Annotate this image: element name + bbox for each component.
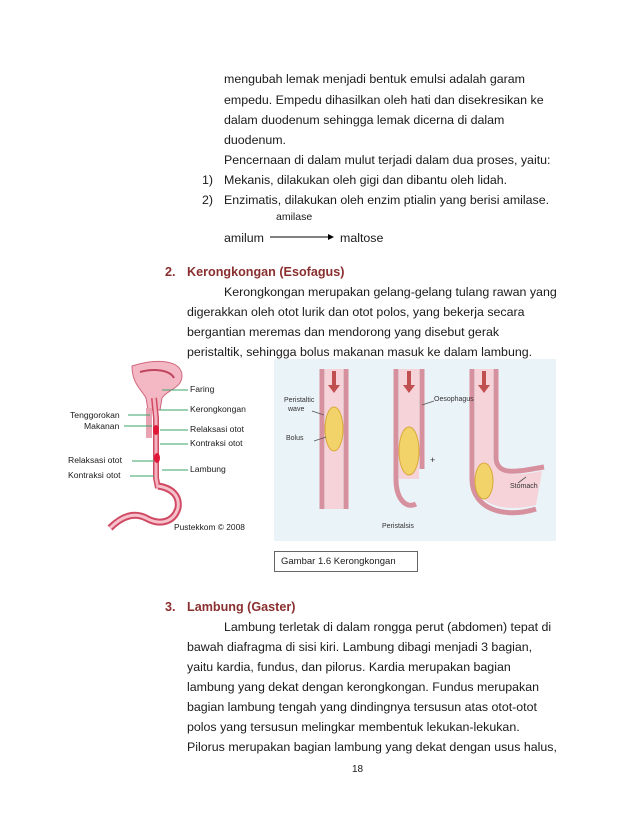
reaction-product: maltose: [340, 231, 384, 245]
intro-line-5: Pencernaan di dalam mulut terjadi dalam dua proses, yaitu:: [224, 153, 551, 167]
list-text-1: Mekanis, dilakukan oleh gigi dan dibantu oleh lidah.: [224, 173, 508, 187]
section-3-line-6: polos yang tersusun melingkar membentuk lekukan-lekukan.: [187, 720, 520, 734]
figure-digestive-tract: [62, 358, 272, 538]
figure-peristalsis: [274, 359, 556, 541]
label-kontraksi-left: Kontraksi otot: [68, 470, 121, 480]
label-stomach: Stomach: [510, 483, 538, 490]
label-bolus: Bolus: [286, 435, 304, 442]
label-relaksasi-right: Relaksasi otot: [190, 424, 244, 434]
section-2-number: 2.: [165, 265, 176, 279]
section-3-line-1: Lambung terletak di dalam rongga perut (abdomen) tepat di: [224, 620, 552, 634]
section-3-title: Lambung (Gaster): [187, 600, 296, 614]
label-lambung: Lambung: [190, 464, 226, 474]
reaction-substrate: amilum: [224, 231, 264, 245]
digestive-tract-drawing: [62, 358, 272, 538]
section-3-line-7: Pilorus merupakan bagian lambung yang dekat dengan usus halus,: [187, 740, 557, 754]
intro-line-3: dalam duodenum sehingga lemak dicerna di dalam: [224, 113, 505, 127]
reaction-enzyme: amilase: [276, 211, 313, 223]
section-3-line-4: lambung yang dekat dengan kerongkongan. Fundus merupakan: [187, 680, 540, 694]
figure-credit: Pustekkom © 2008: [174, 522, 245, 532]
label-peristaltic: Peristaltic: [284, 397, 315, 404]
label-peristalsis: Peristalsis: [382, 523, 414, 530]
list-text-2: Enzimatis, dilakukan oleh enzim ptialin yang berisi amilase.: [224, 193, 550, 207]
label-relaksasi-left: Relaksasi otot: [68, 455, 122, 465]
label-faring: Faring: [190, 384, 215, 394]
intro-line-2: empedu. Empedu dihasilkan oleh hati dan disekresikan ke: [224, 93, 544, 107]
peristalsis-drawing: [274, 359, 556, 541]
section-2-line-3: bergantian meremas dan mendorong yang disebut gerak: [187, 325, 500, 339]
page-number: 18: [352, 764, 364, 775]
label-oesophagus: Oesophagus: [434, 396, 474, 403]
label-tenggorokan: Tenggorokan: [70, 410, 120, 420]
label-plus: +: [430, 455, 436, 465]
label-makanan: Makanan: [84, 421, 120, 431]
figure-caption: Gambar 1.6 Kerongkongan: [274, 551, 418, 572]
section-2-line-1: Kerongkongan merupakan gelang-gelang tulang rawan yang: [224, 285, 557, 299]
label-kerongkongan: Kerongkongan: [190, 404, 246, 414]
intro-line-4: duodenum.: [224, 133, 287, 147]
section-2-title: Kerongkongan (Esofagus): [187, 265, 345, 279]
section-3-line-5: bagian lambung tengah yang dindingnya tersusun atas otot-otot: [187, 700, 537, 714]
section-2-line-4: peristaltik, sehingga bolus makanan masuk ke dalam lambung.: [187, 345, 533, 359]
label-kontraksi-right: Kontraksi otot: [190, 438, 243, 448]
list-num-1: 1): [202, 173, 214, 187]
reaction-arrow: [268, 231, 336, 243]
label-wave: wave: [288, 406, 305, 413]
section-3-line-2: bawah diafragma di sisi kiri. Lambung dibagi menjadi 3 bagian,: [187, 640, 533, 654]
section-3-number: 3.: [165, 600, 176, 614]
section-2-line-2: digerakkan oleh otot lurik dan otot polos, yang bekerja secara: [187, 305, 525, 319]
list-num-2: 2): [202, 193, 214, 207]
intro-line-1: mengubah lemak menjadi bentuk emulsi adalah garam: [224, 72, 525, 86]
section-3-line-3: yaitu kardia, fundus, dan pilorus. Kardia merupakan bagian: [187, 660, 511, 674]
